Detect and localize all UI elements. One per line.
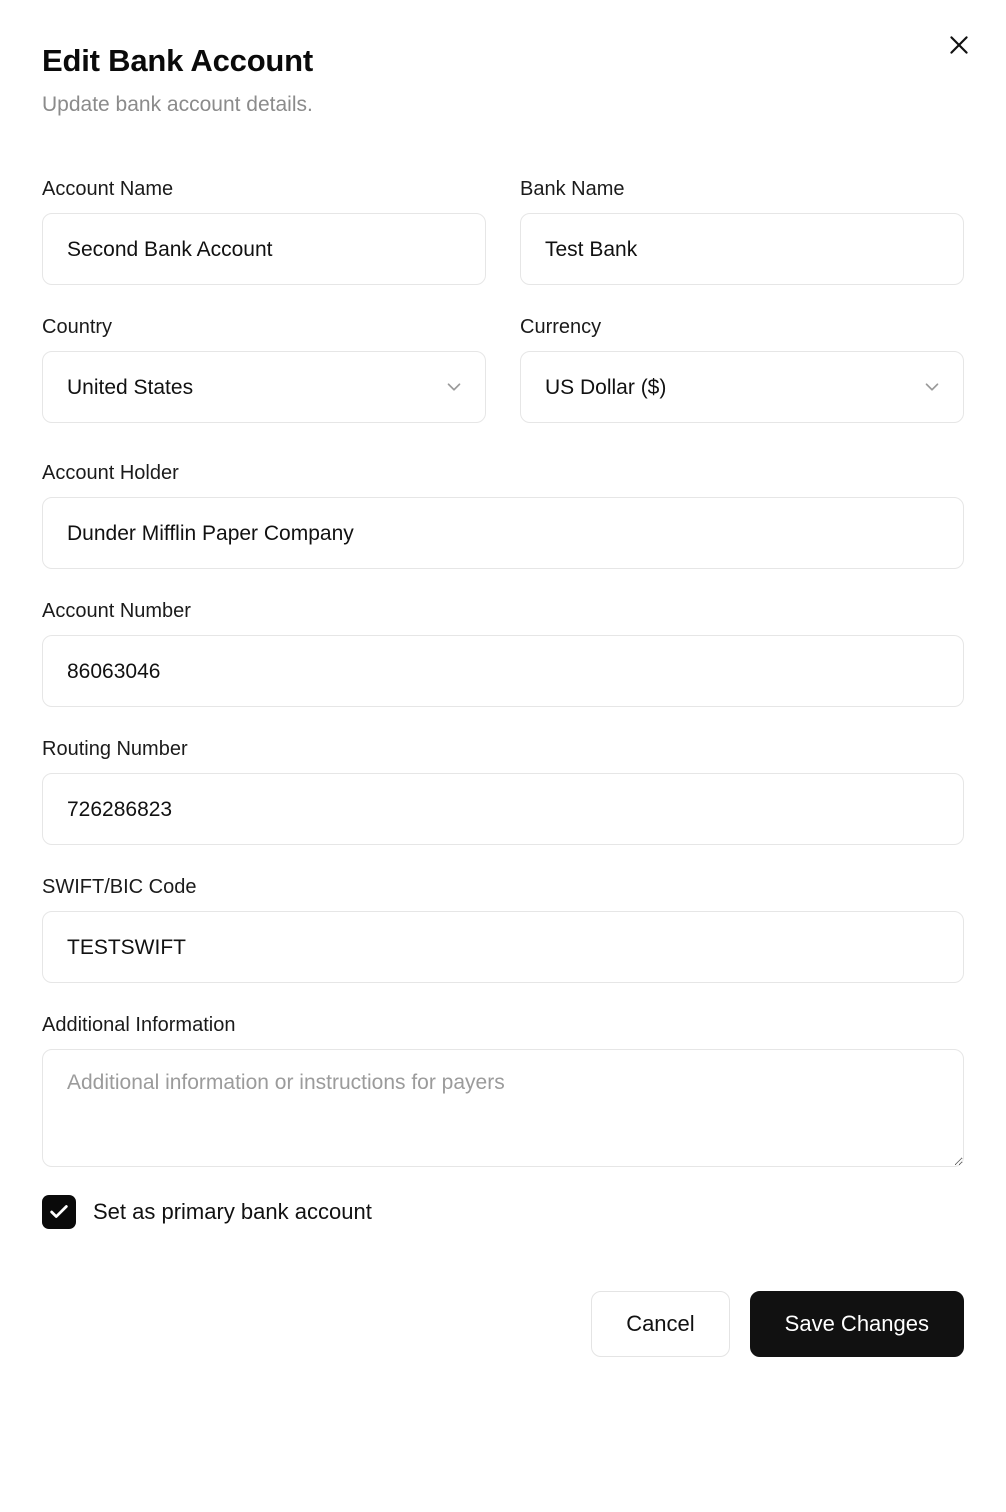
close-icon[interactable] (942, 28, 976, 62)
chevron-down-icon (443, 376, 465, 398)
form-row-names (42, 177, 964, 315)
account-holder-value: Dunder Mifflin Paper Company (67, 521, 354, 545)
set-primary-checkbox[interactable] (42, 1195, 76, 1229)
currency-select[interactable] (520, 351, 964, 423)
account-number-label: Account Number (42, 600, 191, 623)
dialog-subtitle: Update bank account details. (42, 93, 313, 117)
chevron-down-icon (921, 376, 943, 398)
account-name-label: Account Name (42, 178, 174, 201)
save-changes-button[interactable]: Save Changes (750, 1291, 964, 1357)
bank-name-input[interactable] (520, 213, 964, 285)
field-account-name (42, 177, 486, 285)
account-holder-label: Account Holder (42, 462, 179, 485)
field-account-number (42, 599, 964, 707)
dialog-actions (42, 1291, 964, 1357)
country-select[interactable] (42, 351, 486, 423)
swift-code-label: SWIFT/BIC Code (42, 876, 197, 899)
field-bank-name (520, 177, 964, 285)
currency-value: US Dollar ($) (545, 375, 667, 399)
swift-code-input[interactable] (42, 911, 964, 983)
check-icon (48, 1201, 70, 1223)
page-title: Edit Bank Account (42, 43, 314, 78)
primary-account-checkbox-row (42, 1195, 964, 1229)
field-country (42, 315, 486, 423)
account-name-input[interactable] (42, 213, 486, 285)
field-account-holder (42, 461, 964, 569)
routing-number-value: 726286823 (67, 797, 173, 821)
additional-information-label: Additional Information (42, 1014, 236, 1037)
account-number-value: 86063046 (67, 659, 161, 683)
country-label: Country (42, 316, 113, 339)
additional-information-textarea[interactable] (42, 1049, 964, 1167)
currency-label: Currency (520, 316, 602, 339)
field-swift-code (42, 875, 964, 983)
form-row-locale (42, 315, 964, 453)
bank-name-value: Test Bank (545, 237, 638, 261)
cancel-button[interactable]: Cancel (591, 1291, 729, 1357)
routing-number-label: Routing Number (42, 738, 188, 761)
account-holder-input[interactable] (42, 497, 964, 569)
bank-name-label: Bank Name (520, 178, 625, 201)
account-number-input[interactable] (42, 635, 964, 707)
bank-account-form (42, 177, 964, 1357)
set-primary-checkbox-label[interactable]: Set as primary bank account (93, 1199, 372, 1225)
field-routing-number (42, 737, 964, 845)
swift-code-value: TESTSWIFT (67, 935, 186, 959)
field-additional-information (42, 1013, 964, 1167)
routing-number-input[interactable] (42, 773, 964, 845)
field-currency (520, 315, 964, 423)
account-name-value: Second Bank Account (67, 237, 273, 261)
country-value: United States (67, 375, 194, 399)
